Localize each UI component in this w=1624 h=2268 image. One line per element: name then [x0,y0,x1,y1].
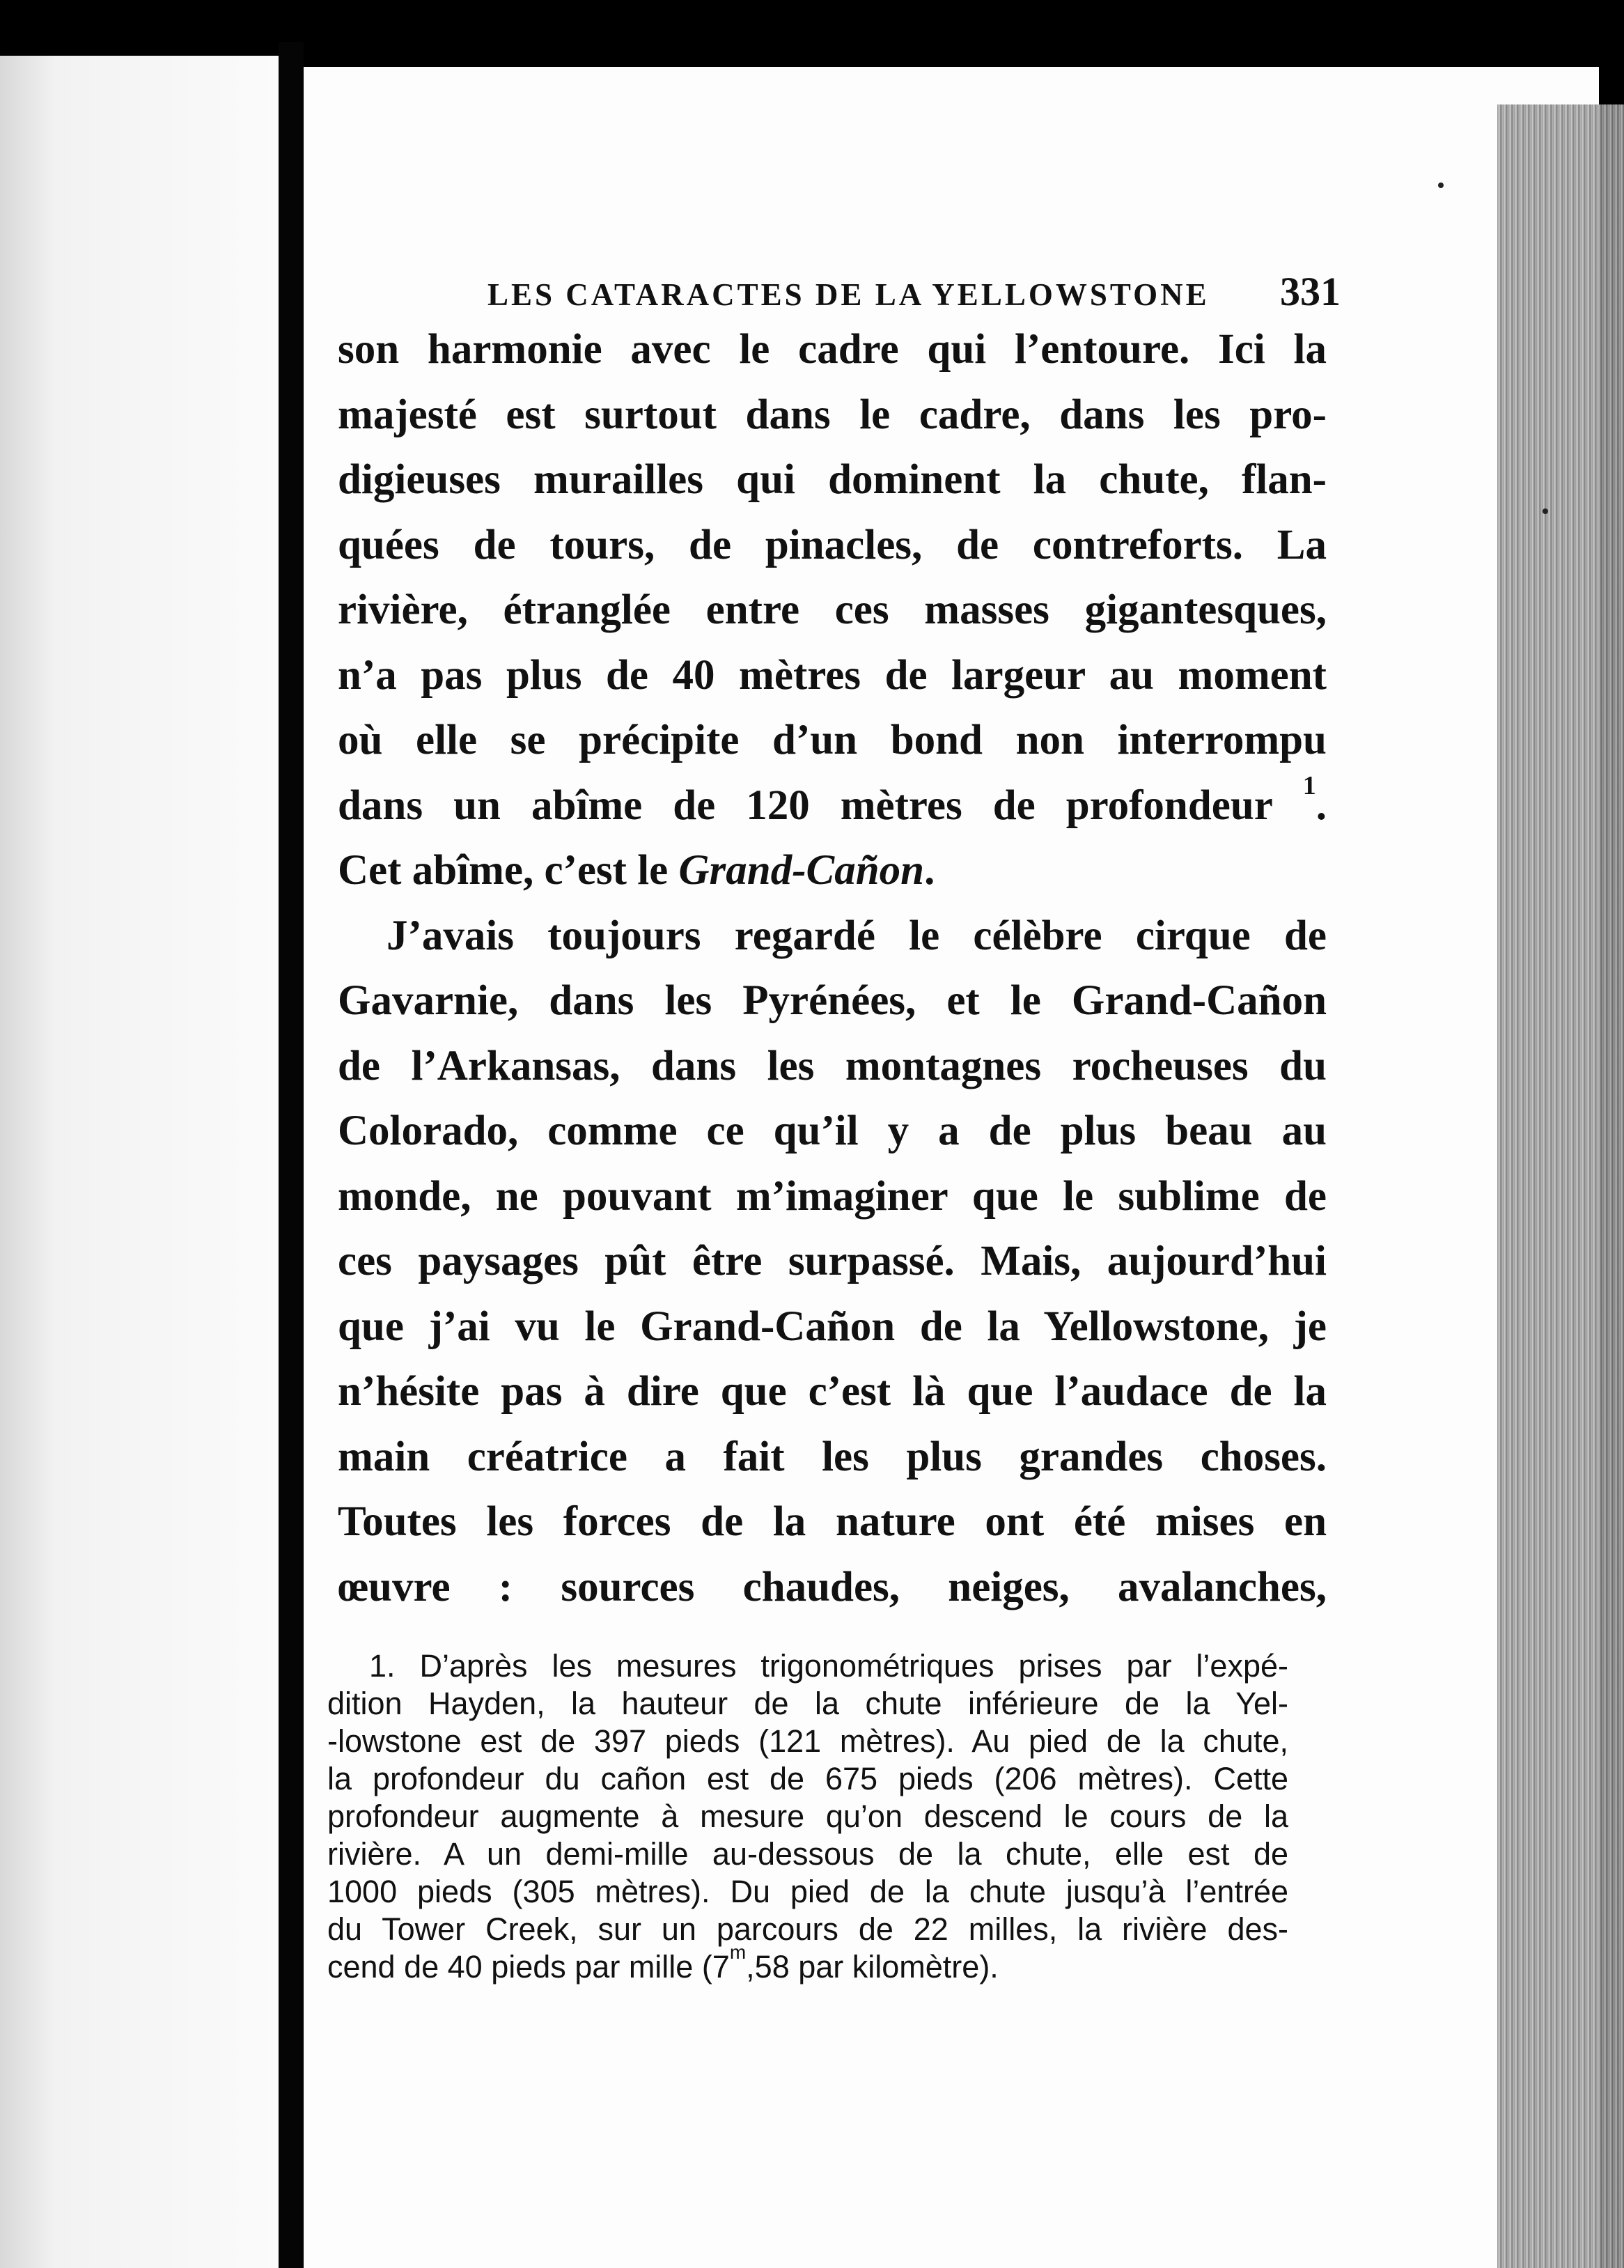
superscript: m [729,1941,747,1963]
footnote-line: 1000 pieds (305 mètres). Du pied de la chute jusqu’à l’entrée [327,1874,1288,1909]
body-text [338,317,1327,1620]
page-header [487,268,1341,317]
running-head: LES CATARACTES DE LA YELLOWSTONE [487,277,1210,312]
specks [1438,182,1444,188]
italic-term: Grand-Cañon [678,847,925,894]
page-number: 331 [1280,269,1341,314]
text-line: son harmonie avec le cadre qui l’entoure. Ici la [338,326,1327,373]
text-line: majesté est surtout dans le cadre, dans les pro- [338,391,1327,438]
footnote-reference: 1 [1302,770,1316,800]
text-fragment: . [924,847,935,894]
footnote-line: dition Hayden, la hauteur de la chute inférieure de la Yel- [327,1686,1288,1721]
book-gutter [279,42,304,2268]
text-line: n’a pas plus de 40 mètres de largeur au moment [338,651,1327,699]
footnote-line: -lowstone est de 397 pieds (121 mètres). Au pied de la chute, [327,1723,1288,1759]
text-line: de l’Arkansas, dans les montagnes rocheuses du [338,1042,1327,1089]
text-line: où elle se précipite d’un bond non interrompu [338,717,1327,763]
text-fragment: . [1315,782,1327,829]
text-line: Gavarnie, dans les Pyrénées, et le Grand-Cañon [338,977,1327,1024]
text-line: monde, ne pouvant m’imaginer que le sublime de [338,1172,1327,1220]
text-line: œuvre : sources chaudes, neiges, avalanches, [338,1563,1327,1610]
text-line: quées de tours, de pinacles, de contreforts. La [338,521,1327,568]
text-line-with-footnote-ref [338,770,1327,839]
text-line: digieuses murailles qui dominent la chute, flan- [338,456,1327,503]
text-line: Toutes les forces de la nature ont été mises en [338,1498,1327,1545]
previous-page-margin [0,56,279,2268]
page-stack-edge [1497,104,1624,2268]
text-line: main créatrice a fait les plus grandes choses. [338,1433,1327,1480]
text-line-with-italic [338,838,1327,903]
text-fragment: ,58 par kilomètre). [746,1949,999,1984]
text-fragment: cend de 40 pieds par mille (7 [327,1949,730,1984]
footnote-line: rivière. A un demi-mille au-dessous de la chute, elle est de [327,1836,1288,1872]
footnote-line: 1. D’après les mesures trigonométriques prises par l’expé- [369,1648,1288,1684]
text-line: Colorado, comme ce qu’il y a de plus beau au [338,1108,1327,1154]
text-fragment: Cet abîme, c’est le [338,847,669,894]
footnote-line: du Tower Creek, sur un parcours de 22 milles, la rivière des- [327,1911,1288,1947]
footnote-line: la profondeur du cañon est de 675 pieds (206 mètres). Cette [327,1761,1288,1796]
specks [1543,508,1548,514]
footnote-line: profondeur augmente à mesure qu’on descend le cours de la [327,1799,1288,1834]
footnote [327,1647,1288,1986]
text-line: J’avais toujours regardé le célèbre cirque de [387,912,1327,959]
text-line: n’hésite pas à dire que c’est là que l’audace de la [338,1368,1327,1415]
text-fragment: dans un abîme de 120 mètres de profondeur [338,782,1272,829]
footnote-line [327,1941,1288,1986]
text-line: que j’ai vu le Grand-Cañon de la Yellowstone, je [338,1303,1327,1350]
text-line: rivière, étranglée entre ces masses gigantesques, [338,587,1327,633]
text-line: ces paysages pût être surpassé. Mais, aujourd’hui [338,1238,1327,1284]
